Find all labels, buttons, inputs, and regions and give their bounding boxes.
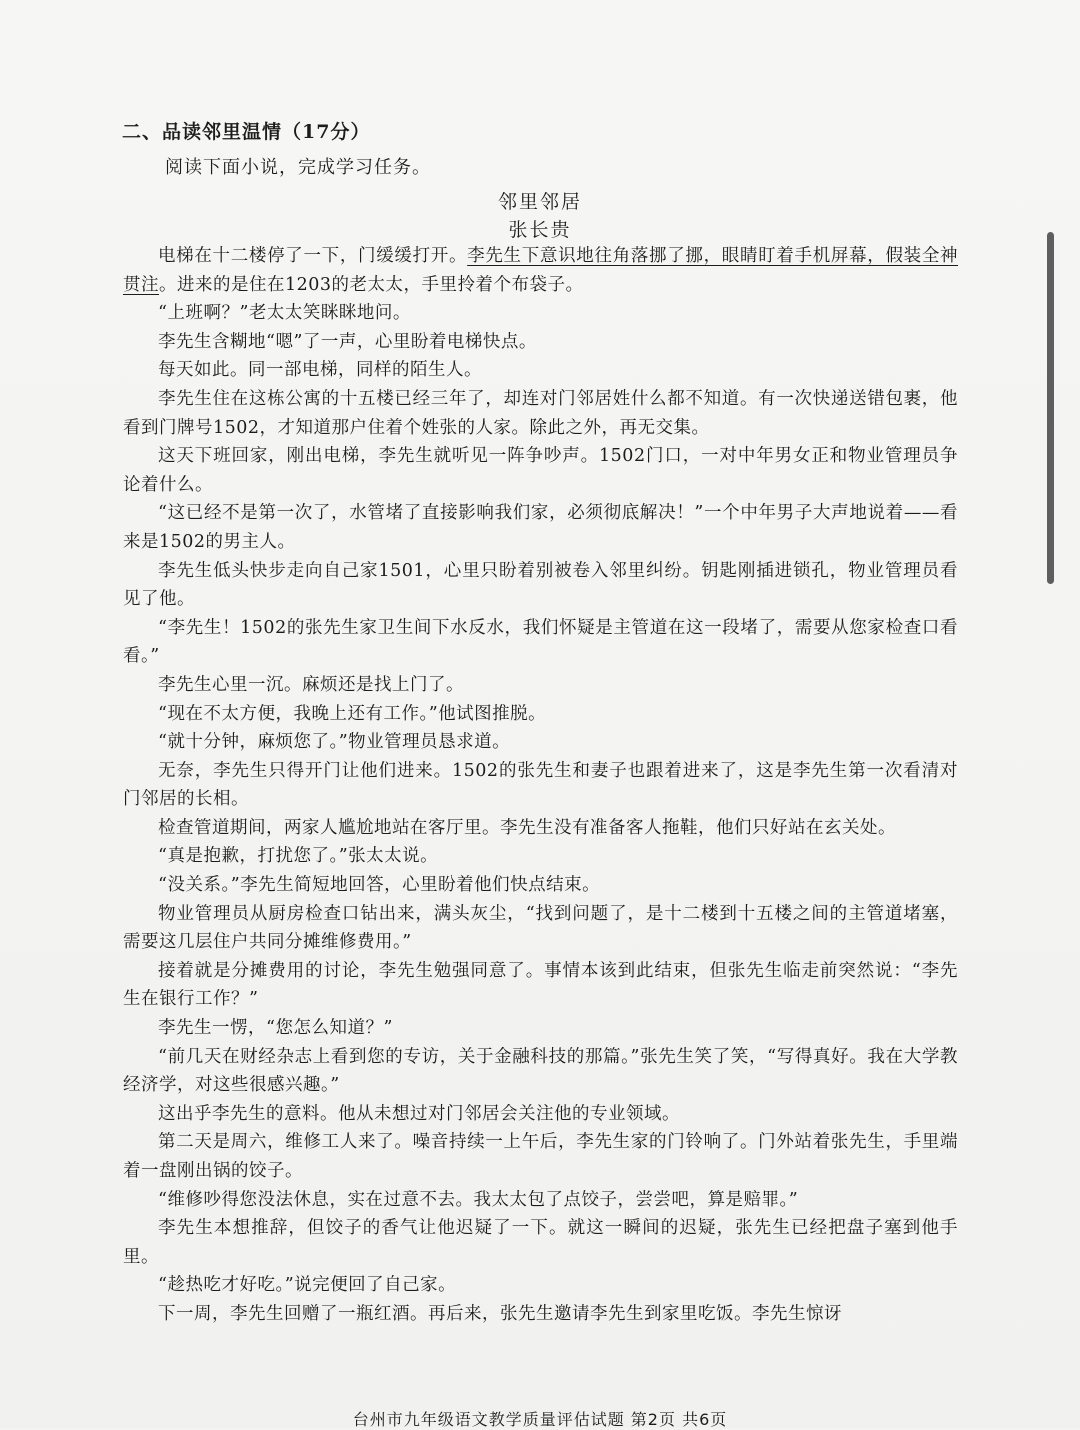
story-paragraph: “就十分钟，麻烦您了。”物业管理员恳求道。 [158, 732, 511, 753]
story-paragraph: “前几天在财经杂志上看到您的专访，关于金融科技的那篇。”张先生笑了笑，“写得真好。我在大学教经济学，对这些很感兴趣。” [123, 1046, 958, 1096]
story-paragraph: “趁热吃才好吃。”说完便回了自己家。 [158, 1275, 457, 1296]
story-paragraph: 李先生低头快步走向自己家1501，心里只盼着别被卷入邻里纠纷。钥匙刚插进锁孔，物业管理员看见了他。 [123, 560, 958, 610]
story-paragraph: 这出乎李先生的意料。他从未想过对门邻居会关注他的专业领域。 [158, 1103, 680, 1124]
story-paragraph: 下一周，李先生回赠了一瓶红酒。再后来，张先生邀请李先生到家里吃饭。李先生惊讶 [158, 1303, 842, 1324]
story-paragraph: 李先生住在这栋公寓的十五楼已经三年了，却连对门邻居姓什么都不知道。有一次快递送错包裹，他看到门牌号1502，才知道那户住着个姓张的人家。除此之外，再无交集。 [123, 388, 958, 438]
story-paragraph: 物业管理员从厨房检查口钻出来，满头灰尘，“找到问题了，是十二楼到十五楼之间的主管道堵塞，需要这几层住户共同分摊维修费用。” [123, 903, 958, 953]
instruction-text: 阅读下面小说，完成学习任务。 [165, 157, 431, 178]
story-paragraph: 每天如此。同一部电梯，同样的陌生人。 [158, 360, 482, 381]
story-paragraph: 检查管道期间，两家人尴尬地站在客厅里。李先生没有准备客人拖鞋，他们只好站在玄关处。 [158, 817, 896, 838]
p1-before: 电梯在十二楼停了一下，门缓缓打开。 [158, 246, 468, 266]
story-paragraph: “维修吵得您没法休息，实在过意不去。我太太包了点饺子，尝尝吧，算是赔罪。” [158, 1189, 799, 1210]
p1-after: 。进来的是住在1203的老太太，手里拎着个布袋子。 [159, 274, 584, 295]
story-paragraph: “真是抱歉，打扰您了。”张太太说。 [158, 846, 439, 867]
story-paragraph: 李先生本想推辞，但饺子的香气让他迟疑了一下。就这一瞬间的迟疑，张先生已经把盘子塞到他手里。 [123, 1218, 958, 1267]
story-paragraph: “上班啊？”老太太笑眯眯地问。 [158, 303, 411, 324]
story-paragraph: “现在不太方便，我晚上还有工作。”他试图推脱。 [158, 703, 547, 724]
story-paragraph: 接着就是分摊费用的讨论，李先生勉强同意了。事情本该到此结束，但张先生临走前突然说：“李先生在银行工作？” [123, 960, 958, 1010]
story-paragraph: 李先生含糊地“嗯”了一声，心里盼着电梯快点。 [158, 331, 537, 352]
story-paragraph: “没关系。”李先生简短地回答，心里盼着他们快点结束。 [158, 875, 601, 896]
page-footer: 台州市九年级语文教学质量评估试题 第2页 共6页 [352, 1410, 728, 1429]
story-paragraph [123, 242, 958, 299]
story-body [123, 242, 958, 1329]
story-title: 邻里邻居 [497, 191, 582, 213]
story-paragraph: 李先生心里一沉。麻烦还是找上门了。 [158, 674, 464, 695]
story-author: 张长贵 [508, 219, 572, 241]
story-paragraph: “这已经不是第一次了，水管堵了直接影响我们家，必须彻底解决！”一个中年男子大声地说着——看来是1502的男主人。 [123, 503, 958, 552]
underlined-sentence: 李先生下意识地往角落挪了挪，眼睛盯着手机屏幕，假装全神贯注 [123, 246, 959, 295]
section-heading: 二、品读邻里温情（17分） [122, 121, 371, 143]
story-paragraph: “李先生！1502的张先生家卫生间下水反水，我们怀疑是主管道在这一段堵了，需要从您家检查口看看。” [123, 617, 958, 667]
story-paragraph: 李先生一愣，“您怎么知道？” [158, 1018, 393, 1039]
story-paragraph: 这天下班回家，刚出电梯，李先生就听见一阵争吵声。1502门口，一对中年男女正和物业管理员争论着什么。 [123, 446, 958, 495]
vertical-scrollbar[interactable] [1047, 232, 1054, 584]
story-paragraph: 无奈，李先生只得开门让他们进来。1502的张先生和妻子也跟着进来了，这是李先生第一次看清对门邻居的长相。 [123, 760, 958, 810]
story-paragraph: 第二天是周六，维修工人来了。噪音持续一上午后，李先生家的门铃响了。门外站着张先生，手里端着一盘刚出锅的饺子。 [123, 1132, 958, 1181]
